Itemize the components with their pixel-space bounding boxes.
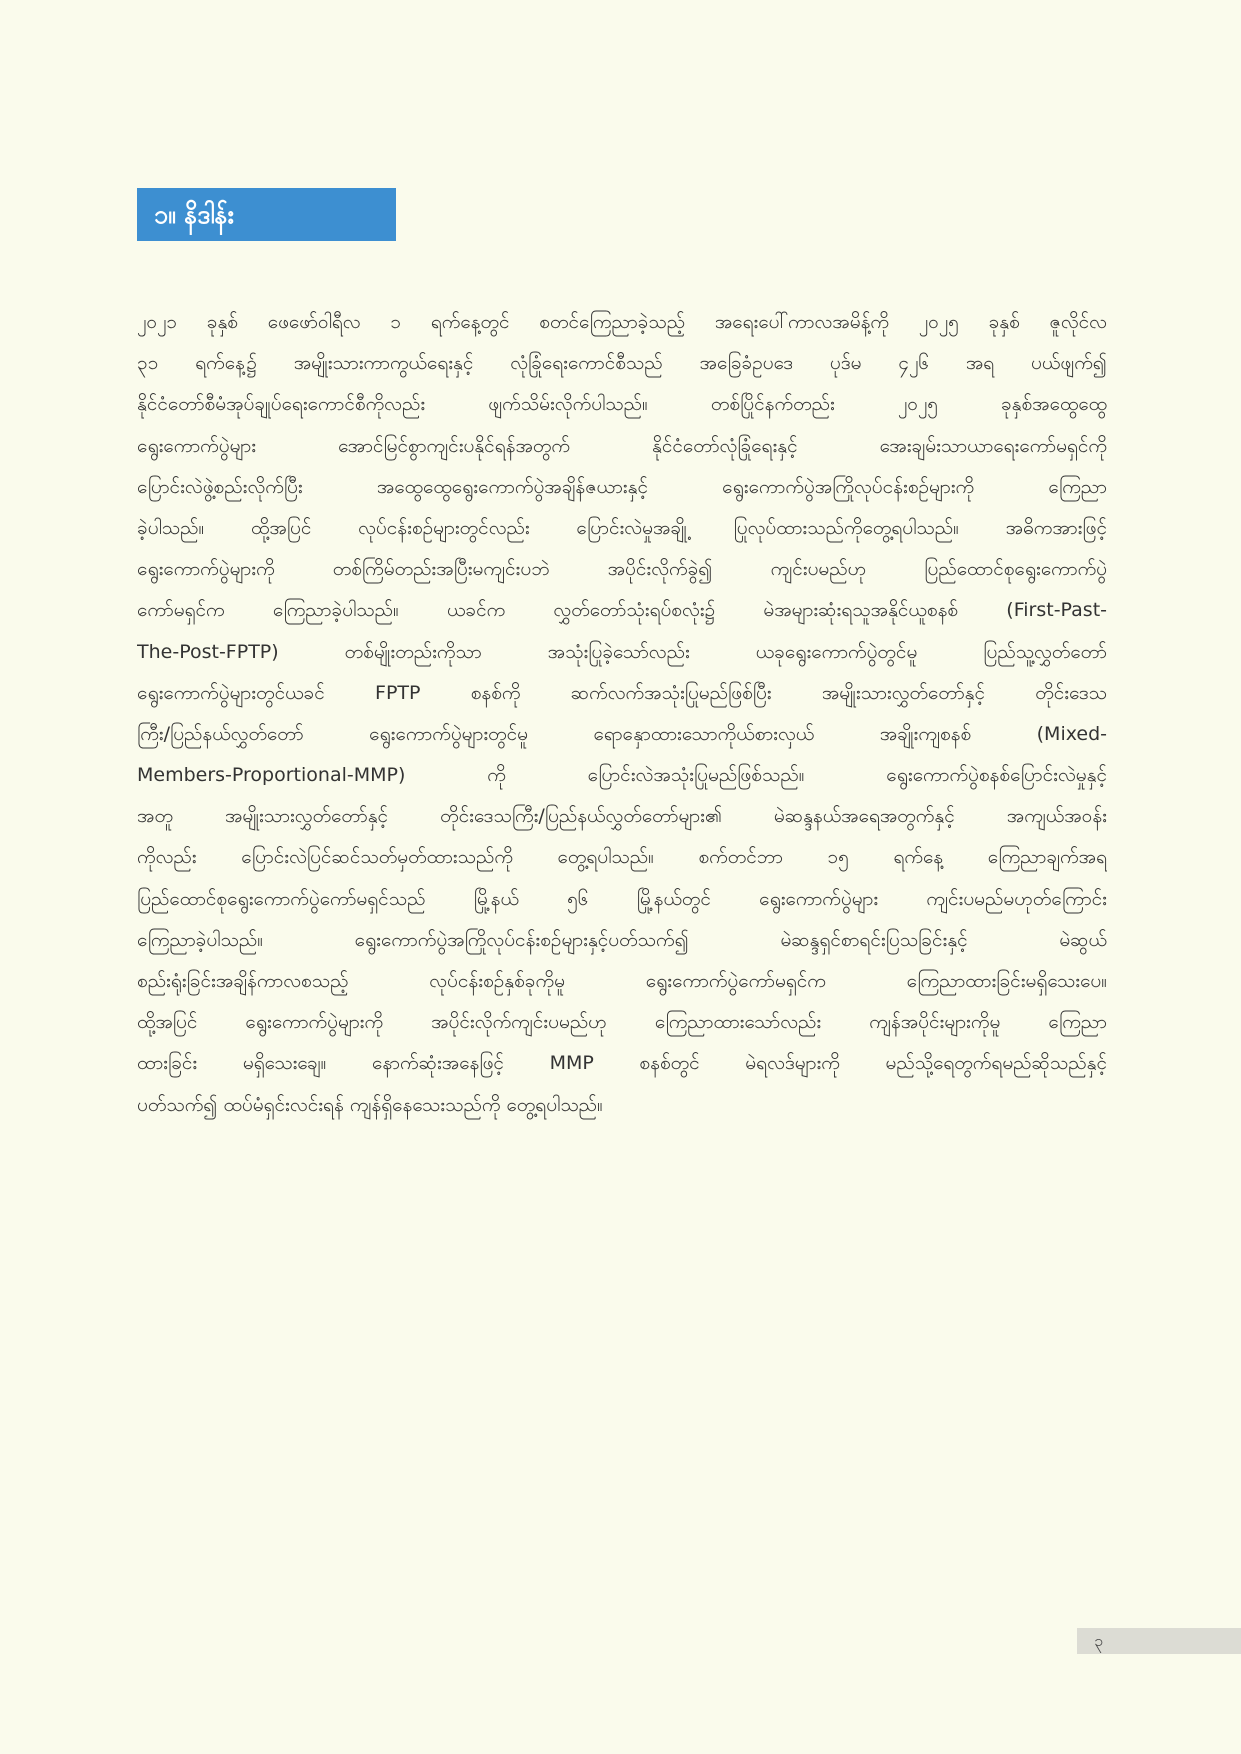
paragraph-line: ရွေးကောက်ပွဲများတွင်ယခင် FPTP စနစ်ကို ဆက်လက်အသုံးပြုမည်ဖြစ်ပြီး အမျိုးသားလွှတ်တော်နှင့် တိုင်းဒေသ [137, 681, 1107, 704]
page-number: ၃ [1094, 1631, 1103, 1650]
paragraph-line: ခဲ့ပါသည်။ ထို့အပြင် လုပ်ငန်းစဉ်များတွင်လည်း ပြောင်းလဲမှုအချို့ ပြုလုပ်ထားသည်ကိုတွေ့ရပါသည်။ အဓိကအားဖြင့် [137, 516, 1107, 539]
paragraph-line: အတူ အမျိုးသားလွှတ်တော်နှင့် တိုင်းဒေသကြီး/ပြည်နယ်လွှတ်တော်များ၏ မဲဆန္ဒနယ်အရေအတွက်နှင့် အကျယ်အဝန်း [137, 805, 1107, 828]
section-heading-text: ၁။ နိဒါန်း [154, 200, 234, 229]
section-heading [137, 188, 396, 241]
paragraph-line: ကိုလည်း ပြောင်းလဲပြင်ဆင်သတ်မှတ်ထားသည်ကို တွေ့ရပါသည်။ စက်တင်ဘာ ၁၅ ရက်နေ့ ကြေညာချက်အရ [137, 846, 1107, 869]
paragraph-line: ပတ်သက်၍ ထပ်မံရှင်းလင်းရန် ကျန်ရှိနေသေးသည်ကို တွေ့ရပါသည်။ [137, 1093, 603, 1116]
paragraph-line: ကြေညာခဲ့ပါသည်။ ရွေးကောက်ပွဲအကြိုလုပ်ငန်းစဉ်များနှင့်ပတ်သက်၍ မဲဆန္ဒရှင်စာရင်းပြသခြင်းနှင့် မဲဆွယ် [137, 928, 1107, 951]
paragraph-line: ရွေးကောက်ပွဲများ အောင်မြင်စွာကျင်းပနိုင်ရန်အတွက် နိုင်ငံတော်လုံခြုံရေးနှင့် အေးချမ်းသာယာရေးကော်မရှင်ကို [137, 434, 1107, 457]
paragraph-line: ထားခြင်း မရှိသေးချေ။ နောက်ဆုံးအနေဖြင့် MMP စနစ်တွင် မဲရလဒ်များကို မည်သို့ရေတွက်ရမည်ဆိုသည်နှင့် [137, 1052, 1107, 1075]
body-paragraph [137, 302, 1107, 1302]
paragraph-line: Members-Proportional-MMP) ကို ပြောင်းလဲအသုံးပြုမည်ဖြစ်သည်။ ရွေးကောက်ပွဲစနစ်ပြောင်းလဲမှုနှင့် [137, 764, 1107, 787]
paragraph-line: စည်းရုံးခြင်းအချိန်ကာလစသည့် လုပ်ငန်းစဉ်နှစ်ခုကိုမူ ရွေးကောက်ပွဲကော်မရှင်က ကြေညာထားခြင်းမရှိသေးပေ။ [137, 970, 1107, 992]
paragraph-line: ထို့အပြင် ရွေးကောက်ပွဲများကို အပိုင်းလိုက်ကျင်းပမည်ဟု ကြေညာထားသော်လည်း ကျန်အပိုင်းများကိုမူ ကြေညာ [137, 1011, 1107, 1034]
paragraph-line: နိုင်ငံတော်စီမံအုပ်ချုပ်ရေးကောင်စီကိုလည်း ဖျက်သိမ်းလိုက်ပါသည်။ တစ်ပြိုင်နက်တည်း ၂၀၂၅ ခုနှစ်အထွေထွေ [137, 393, 1107, 416]
paragraph-line: ပြောင်းလဲဖွဲ့စည်းလိုက်ပြီး အထွေထွေရွေးကောက်ပွဲအချိန်ဇယားနှင့် ရွေးကောက်ပွဲအကြိုလုပ်ငန်းစဉ်များကို ကြေညာ [137, 475, 1107, 498]
paragraph-line: ၂၀၂၁ ခုနှစ် ဖေဖော်ဝါရီလ ၁ ရက်နေ့တွင် စတင်ကြေညာခဲ့သည့် အရေးပေါ်ကာလအမိန့်ကို ၂၀၂၅ ခုနှစ် ဇူလိုင်လ [137, 311, 1107, 333]
paragraph-line: ၃၁ ရက်နေ့၌ အမျိုးသားကာကွယ်ရေးနှင့် လုံခြုံရေးကောင်စီသည် အခြေခံဥပဒေ ပုဒ်မ ၄၂၆ အရ ပယ်ဖျက်၍ [137, 352, 1107, 375]
page-number-bar [1077, 1628, 1241, 1654]
paragraph-line: ပြည်ထောင်စုရွေးကောက်ပွဲကော်မရှင်သည် မြို့နယ် ၅၆ မြို့နယ်တွင် ရွေးကောက်ပွဲများ ကျင်းပမည်မဟုတ်ကြောင်း [137, 887, 1107, 910]
paragraph-line: ကော်မရှင်က ကြေညာခဲ့ပါသည်။ ယခင်က လွှတ်တော်သုံးရပ်စလုံး၌ မဲအများဆုံးရသူအနိုင်ယူစနစ် (First-Past- [137, 599, 1107, 622]
paragraph-line: ကြီး/ပြည်နယ်လွှတ်တော် ရွေးကောက်ပွဲများတွင်မူ ရောနှောထားသောကိုယ်စားလှယ် အချိုးကျစနစ် (Mixed- [137, 722, 1107, 745]
paragraph-line: The-Post-FPTP) တစ်မျိုးတည်းကိုသာ အသုံးပြုခဲ့သော်လည်း ယခုရွေးကောက်ပွဲတွင်မူ ပြည်သူ့လွှတ်တော် [137, 640, 1107, 663]
paragraph-line: ရွေးကောက်ပွဲများကို တစ်ကြိမ်တည်းအပြီးမကျင်းပဘဲ အပိုင်းလိုက်ခွဲ၍ ကျင်းပမည်ဟု ပြည်ထောင်စုရွေးကောက်ပွဲ [137, 558, 1107, 581]
